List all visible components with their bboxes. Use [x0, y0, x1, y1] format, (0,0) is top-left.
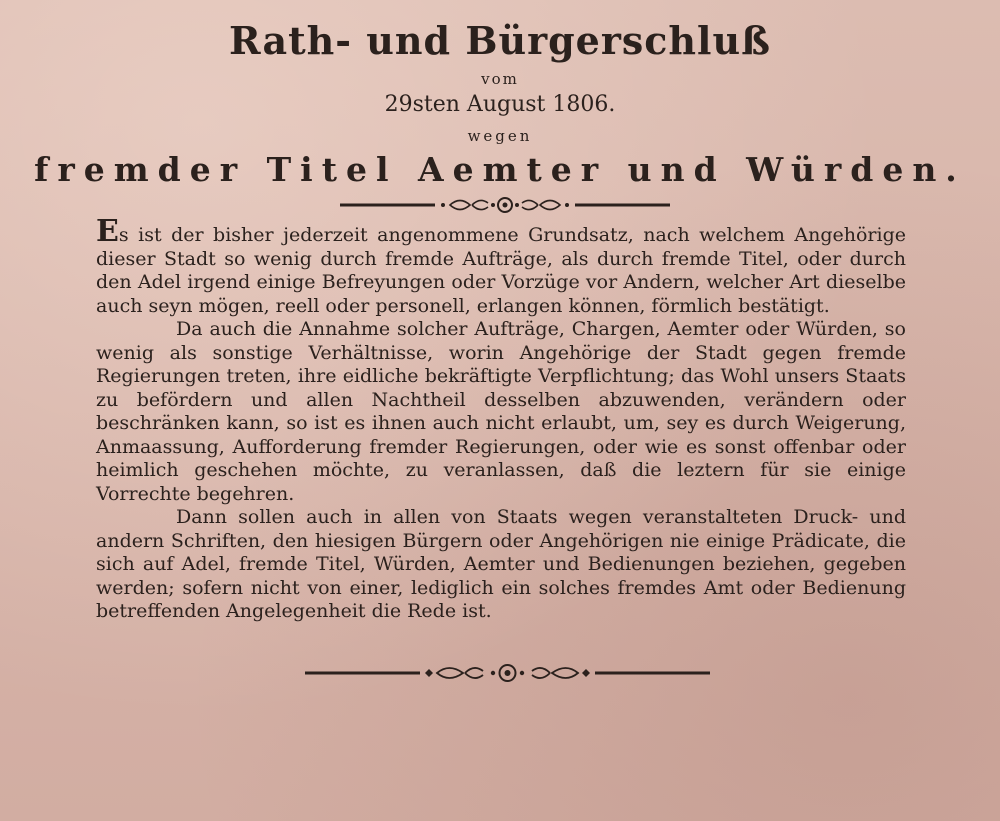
document-subtitle: fremder Titel Aemter und Würden.: [34, 150, 966, 189]
wegen-line: wegen: [467, 127, 533, 145]
document-title: Rath- und Bürgerschluß: [229, 18, 771, 63]
paragraph-1: [96, 214, 906, 318]
document-date: 29sten August 1806.: [384, 92, 616, 117]
bottom-ornament-icon: [305, 660, 710, 686]
initial-letter: E: [96, 214, 119, 249]
body-text: [96, 214, 906, 624]
paragraph-3: Dann sollen auch in allen von Staats wegen veranstalteten Druck- und andern Schriften, den hiesigen Bürgern oder Angehörigen nie einige Prädicate, die sich auf Adel, fremde Titel, Würden, Aemter und Bedienungen beziehen, gegeben werden; sofern nicht von einer, lediglich ein solches fremdes Amt oder Bedienung betreffenden Angelegenheit die Rede ist.: [96, 506, 906, 622]
paragraph-1-text: s ist der bisher jederzeit angenommene Grundsatz, nach welchem Angehörige dieser Stadt so wenig durch fremde Aufträge, als durch fremde Titel, oder durch den Adel irgend einige Befreyungen oder Vorzüge vor Andern, welcher Art dieselbe auch seyn mögen, reell oder personell, erlangen können, förmlich bestätigt.: [96, 224, 906, 317]
vom-line: vom: [481, 70, 519, 88]
paragraph-2: Da auch die Annahme solcher Aufträge, Chargen, Aemter oder Würden, so wenig als sonstige Verhältnisse, worin Angehörige der Stadt gegen fremde Regierungen treten, ihre eidliche bekräftigte Verpflichtung; das Wohl unsers Staats zu befördern und allen Nachtheil desselben abzuwenden, verändern oder beschränken kann, so ist es ihnen auch nicht erlaubt, um, sey es durch Weigerung, Anmaassung, Aufforderung fremder Regierungen, oder wie es sonst offenbar oder heimlich geschehen möchte, zu veranlassen, daß die leztern für sie einige Vorrechte begehren.: [96, 318, 906, 505]
top-ornament-icon: [340, 193, 670, 217]
